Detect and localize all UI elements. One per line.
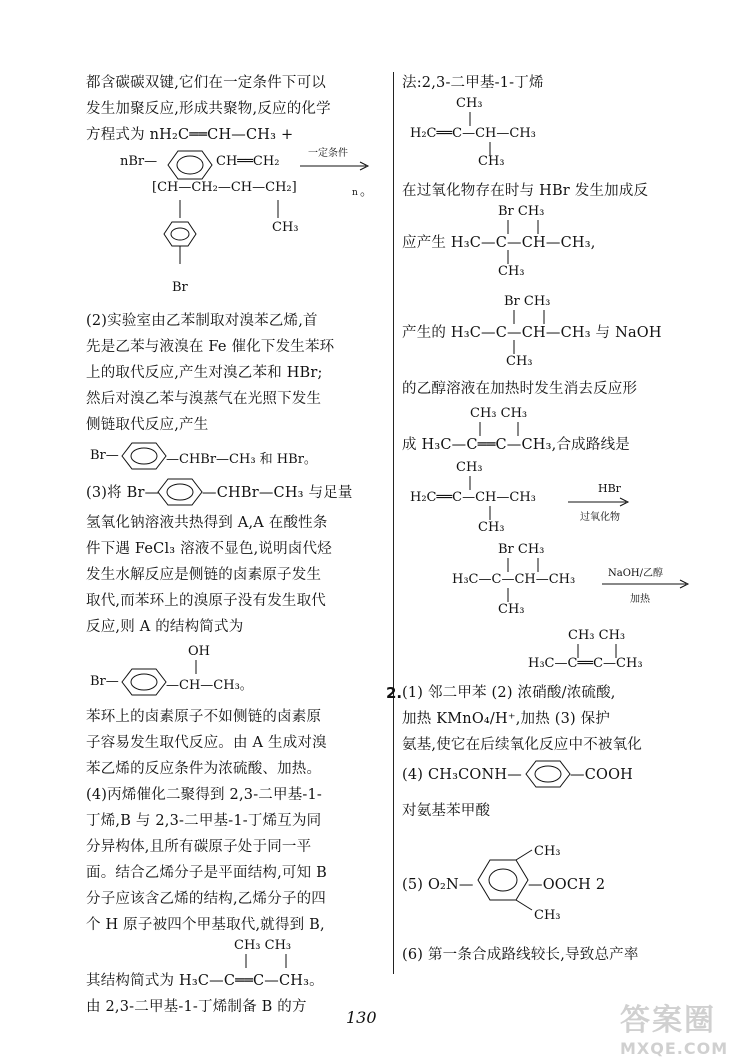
formula-text: Br CH₃ (498, 204, 545, 219)
bond-icon (244, 954, 294, 968)
polymerization-equation (86, 148, 386, 308)
formula-text: CH₃ CH₃ (568, 628, 626, 643)
formula-text: CH₃ (534, 844, 561, 859)
text-line: (1) 邻二甲苯 (2) 浓硝酸/浓硫酸, (402, 685, 616, 701)
text-line: 的乙醇溶液在加热时发生消去反应形 (402, 381, 638, 397)
formula-text: 产生的 H₃C—C—CH—CH₃ 与 NaOH (402, 325, 662, 341)
text-line: 加热 KMnO₄/H⁺,加热 (3) 保护 (402, 711, 611, 727)
question-number: 2. (386, 684, 403, 702)
text-line: 苯环上的卤素原子不如侧链的卤素原 (86, 709, 322, 725)
text-line: 在过氧化物存在时与 HBr 发生加成反 (402, 183, 649, 199)
text-line: 氨基,使它在后续氧化反应中不被氧化 (402, 737, 643, 753)
structure-formula (402, 402, 692, 458)
text-line: 面。结合乙烯分子是平面结构,可知 B (86, 865, 327, 881)
text-line: (4)丙烯催化二聚得到 2,3-二甲基-1- (86, 787, 323, 803)
formula-text: Br— (90, 674, 119, 689)
formula-text: (5) O₂N— (402, 877, 474, 893)
bond-icon (468, 476, 472, 490)
text-line: 先是乙苯与液溴在 Fe 催化下发生苯环 (86, 339, 335, 355)
text-line: 对氨基苯甲酸 (402, 803, 491, 819)
formula-text: —CH—CH₃。 (166, 678, 253, 693)
reaction-condition: HBr (598, 482, 621, 495)
bond-icon (512, 340, 516, 354)
text-line: 件下遇 FeCl₃ 溶液不显色,说明卤代烃 (86, 541, 332, 557)
formula-text: (4) CH₃CONH— (402, 767, 522, 783)
text-line: 然后对溴乙苯与溴蒸气在光照下发生 (86, 391, 322, 407)
text-line: 苯乙烯的反应条件为浓硫酸、加热。 (86, 761, 322, 777)
formula-text: Br (172, 280, 188, 295)
text-line: 丁烯,B 与 2,3-二甲基-1-丁烯互为同 (86, 813, 322, 829)
text-line: 发生水解反应是侧链的卤素原子发生 (86, 567, 322, 583)
formula-text: CH₃ (534, 908, 561, 923)
polymer-bonds-icon (160, 198, 310, 288)
structure-formula (402, 758, 692, 792)
formula-text: CH₃ (506, 354, 533, 369)
formula-text: OH (188, 644, 210, 659)
formula-text: H₃C—C—CH—CH₃ (452, 572, 576, 587)
formula-text: CH₃ (498, 264, 525, 279)
text-line: 上的取代反应,产生对溴乙苯和 HBr; (86, 365, 323, 381)
formula-text: 应产生 H₃C—C—CH—CH₃, (402, 235, 596, 251)
formula-text: CH₃ (272, 220, 299, 235)
text-line: 由 2,3-二甲基-1-丁烯制备 B 的方 (86, 999, 307, 1015)
left-column (86, 70, 386, 1020)
watermark-logo (620, 995, 738, 1057)
text-line: 反应,则 A 的结构简式为 (86, 619, 244, 635)
bond-icon (506, 250, 510, 264)
benzene-ring-icon (472, 854, 536, 906)
structure-formula (86, 438, 386, 476)
formula-text: —CHBr—CH₃ 与足量 (202, 485, 353, 501)
bond-icon (506, 588, 510, 602)
formula-text: CH₃ CH₃ (470, 406, 528, 421)
formula-text: H₂C══C—CH—CH₃ (410, 126, 536, 141)
page-number: 130 (346, 1008, 377, 1027)
bond-icon (468, 112, 472, 126)
text-line: 子容易发生取代反应。由 A 生成对溴 (86, 735, 327, 751)
formula-text: CH₃ (456, 460, 483, 475)
benzene-ring-icon (160, 148, 220, 182)
bond-icon (506, 558, 546, 572)
watermark-line2: MXQE.COM (620, 1039, 729, 1058)
text-line: 氢氧化钠溶液共热得到 A,A 在酸性条 (86, 515, 328, 531)
formula-text: 成 H₃C—C══C—CH₃,合成路线是 (402, 437, 630, 453)
text-line: 分子应该含乙烯的结构,乙烯分子的四 (86, 891, 327, 907)
text-line: 其结构简式为 H₃C—C══C—CH₃。 (86, 973, 324, 989)
formula-text: —OOCH 2 (528, 877, 606, 893)
reaction-arrow-icon (568, 498, 630, 508)
formula-text: Br— (90, 448, 119, 463)
formula-text: —CHBr—CH₃ 和 HBr。 (166, 452, 317, 467)
text-line: 侧链取代反应,产生 (86, 417, 209, 433)
structure-formula (402, 824, 692, 934)
question-2 (386, 680, 692, 758)
text-line: 法:2,3-二甲基-1-丁烯 (402, 75, 544, 91)
formula-text: CH₃ (498, 602, 525, 617)
bond-icon (194, 660, 198, 674)
text-line: 方程式为 nH₂C══CH—CH₃ + (86, 127, 294, 143)
right-column (386, 70, 692, 968)
period: 。 (360, 184, 374, 199)
text-line: 取代,而苯环上的溴原子没有发生取代 (86, 593, 327, 609)
text-line: 个 H 原子被四个甲基取代,就得到 B, (86, 917, 325, 933)
formula-text: —COOH (570, 767, 634, 783)
text-line: 发生加聚反应,形成共聚物,反应的化学 (86, 101, 331, 117)
formula-text: CH══CH₂ (216, 154, 280, 169)
formula-text: CH₃ (478, 520, 505, 535)
formula-text: H₂C══C—CH—CH₃ (410, 490, 536, 505)
formula-text: H₃C—C══C—CH₃ (528, 656, 643, 671)
text-line: 分异构体,且所有碳原子处于同一平 (86, 839, 312, 855)
polymer-n: n (352, 188, 358, 198)
watermark-line1: 答案圈 (620, 1003, 716, 1038)
formula-text: CH₃ (456, 96, 483, 111)
structure-formula (402, 96, 692, 170)
reaction-arrow-icon (602, 580, 692, 590)
text-line: 都含碳碳双键,它们在一定条件下可以 (86, 75, 327, 91)
structure-formula-b-top (86, 938, 386, 968)
reaction-condition: 加热 (630, 594, 650, 605)
synthesis-route-product (402, 622, 692, 680)
reaction-arrow-icon (300, 162, 370, 172)
formula-text: nBr— (120, 154, 158, 169)
text-line: (6) 第一条合成路线较长,导致总产率 (402, 947, 639, 963)
synthesis-route-step-1 (402, 458, 692, 538)
reaction-condition: 过氧化物 (580, 512, 620, 523)
reaction-condition: NaOH/乙醇 (608, 568, 663, 579)
polymer-formula: [CH—CH₂—CH—CH₂] (152, 180, 297, 195)
formula-text: Br CH₃ (504, 294, 551, 309)
text-line: (2)实验室由乙苯制取对溴苯乙烯,首 (86, 313, 318, 329)
structure-formula (86, 476, 386, 510)
structure-formula (402, 204, 692, 288)
bond-icon (488, 506, 492, 520)
synthesis-route-step-2 (402, 538, 692, 622)
structure-formula-a (86, 640, 386, 704)
structure-formula (402, 288, 692, 376)
formula-text: CH₃ (478, 154, 505, 169)
column-divider (393, 72, 394, 974)
formula-text: Br CH₃ (498, 542, 545, 557)
formula-text: (3)将 Br— (86, 485, 160, 501)
reaction-condition: 一定条件 (308, 148, 348, 159)
formula-text: CH₃ CH₃ (234, 938, 292, 953)
